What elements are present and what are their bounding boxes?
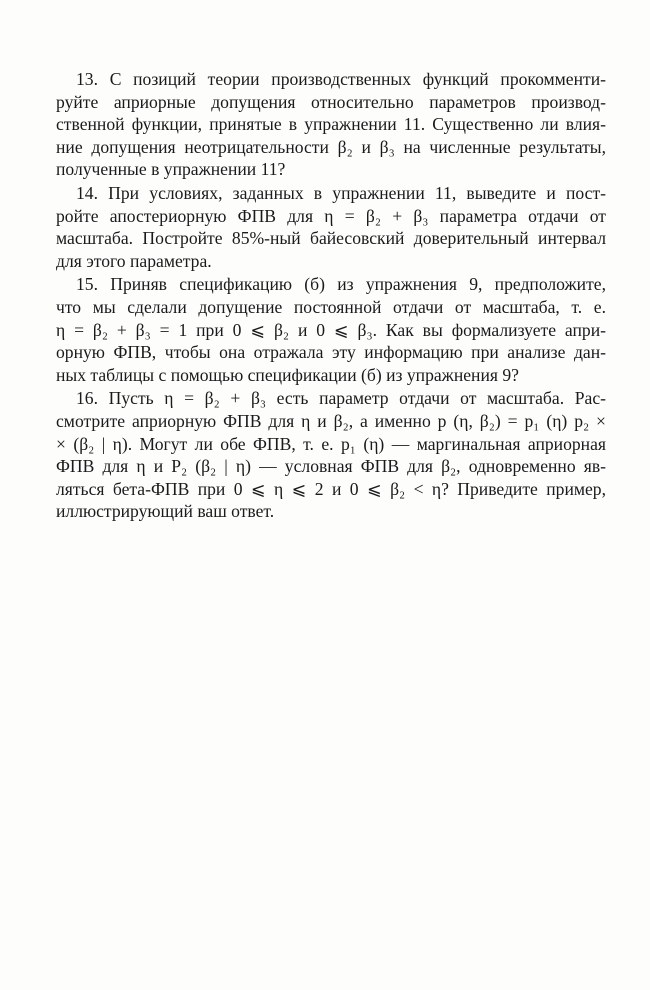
text-line: ных таблицы с помощью спецификации (б) из упражнения 9? <box>56 364 519 385</box>
exercise-16 <box>56 387 606 523</box>
exercise-15 <box>56 273 606 386</box>
text-line: смотрите априорную ФПВ для η и β₂, а именно p (η, β₂) = p₁ (η) p₂ × <box>56 410 606 431</box>
text-line: масштаба. Постройте 85%-ный байесовский доверительный интервал <box>56 228 606 249</box>
text-line: 13. С позиций теории производственных функций прокомменти- <box>76 69 606 89</box>
text-line: орную ФПВ, чтобы она отражала эту информацию при анализе дан- <box>56 342 606 363</box>
text-line: полученные в упражнении 11? <box>56 159 286 180</box>
text-line: ние допущения неотрицательности β₂ и β₃ на численные результаты, <box>56 136 606 157</box>
exercises-text <box>56 68 606 524</box>
text-line: ФПВ для η и P₂ (β₂ | η) — условная ФПВ для β₂, одновременно яв- <box>56 456 606 477</box>
text-line: что мы сделали допущение постоянной отдачи от масштаба, т. е. <box>56 296 606 317</box>
text-line: ляться бета-ФПВ при 0 ⩽ η ⩽ 2 и 0 ⩽ β₂ < η? Приведите пример, <box>56 478 606 499</box>
text-line: 15. Приняв спецификацию (б) из упражнения 9, предположите, <box>76 274 606 295</box>
text-line: × (β₂ | η). Могут ли обе ФПВ, т. е. p₁ (η) — маргинальная априорная <box>56 433 606 454</box>
exercise-13 <box>56 68 606 181</box>
text-line: ственной функции, принятые в упражнении 11. Существенно ли влия- <box>56 114 606 135</box>
text-line: ройте апостериорную ФПВ для η = β₂ + β₃ параметра отдачи от <box>56 205 606 226</box>
text-line: 14. При условиях, заданных в упражнении 11, выведите и пост- <box>76 182 606 203</box>
exercise-14 <box>56 182 606 272</box>
text-line: руйте априорные допущения относительно параметров производ- <box>56 91 606 112</box>
text-line: иллюстрирующий ваш ответ. <box>56 501 275 522</box>
text-line: η = β₂ + β₃ = 1 при 0 ⩽ β₂ и 0 ⩽ β₃. Как вы формализуете апри- <box>56 319 606 340</box>
text-line: 16. Пусть η = β₂ + β₃ есть параметр отдачи от масштаба. Рас- <box>76 388 606 409</box>
text-line: для этого параметра. <box>56 250 212 271</box>
